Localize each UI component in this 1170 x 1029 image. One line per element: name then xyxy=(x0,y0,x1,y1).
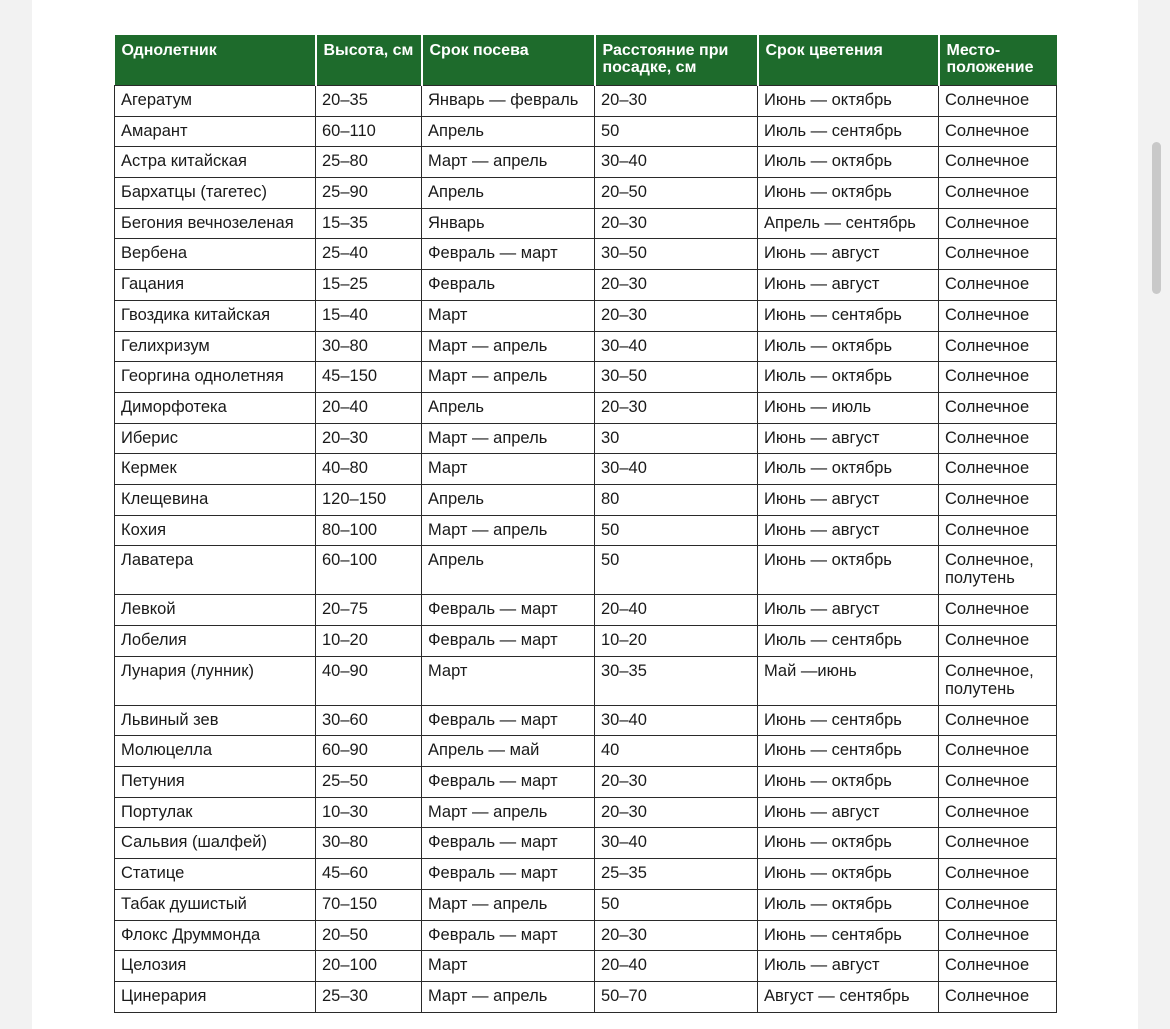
height-cell: 15–35 xyxy=(316,208,422,239)
location-cell: Солнечное xyxy=(939,270,1057,301)
height-cell: 60–110 xyxy=(316,116,422,147)
table-row xyxy=(115,270,1057,301)
location-cell: Солнечное xyxy=(939,147,1057,178)
table-row xyxy=(115,920,1057,951)
location-cell: Солнечное xyxy=(939,208,1057,239)
sowing-cell: Март xyxy=(422,951,595,982)
table-row xyxy=(115,705,1057,736)
distance-cell: 20–30 xyxy=(595,797,758,828)
plant-cell: Табак душистый xyxy=(115,889,316,920)
location-cell: Солнечное xyxy=(939,331,1057,362)
location-cell: Солнечное xyxy=(939,392,1057,423)
flowering-cell: Июнь — октябрь xyxy=(758,178,939,209)
scrollbar-thumb[interactable] xyxy=(1152,142,1161,294)
plant-cell: Лаватера xyxy=(115,546,316,595)
location-cell: Солнечное xyxy=(939,797,1057,828)
distance-cell: 20–50 xyxy=(595,178,758,209)
distance-cell: 20–30 xyxy=(595,208,758,239)
flowering-cell: Июнь — август xyxy=(758,270,939,301)
height-cell: 45–150 xyxy=(316,362,422,393)
sowing-cell: Апрель xyxy=(422,392,595,423)
table-row xyxy=(115,239,1057,270)
plant-cell: Гацания xyxy=(115,270,316,301)
distance-cell: 30–35 xyxy=(595,656,758,705)
location-cell: Солнечное xyxy=(939,86,1057,117)
flowering-cell: Июль — октябрь xyxy=(758,362,939,393)
sowing-cell: Март — апрель xyxy=(422,889,595,920)
sowing-cell: Февраль — март xyxy=(422,859,595,890)
distance-cell: 20–30 xyxy=(595,300,758,331)
sowing-cell: Январь xyxy=(422,208,595,239)
flowering-cell: Июнь — октябрь xyxy=(758,767,939,798)
distance-cell: 50 xyxy=(595,116,758,147)
plant-cell: Бегония вечнозеленая xyxy=(115,208,316,239)
height-cell: 70–150 xyxy=(316,889,422,920)
distance-cell: 50 xyxy=(595,546,758,595)
table-row xyxy=(115,595,1057,626)
flowering-cell: Июнь — сентябрь xyxy=(758,705,939,736)
location-cell: Солнечное xyxy=(939,239,1057,270)
location-cell: Солнечное xyxy=(939,595,1057,626)
plant-cell: Петуния xyxy=(115,767,316,798)
height-cell: 15–40 xyxy=(316,300,422,331)
distance-cell: 40 xyxy=(595,736,758,767)
table-row xyxy=(115,736,1057,767)
sowing-cell: Февраль xyxy=(422,270,595,301)
sowing-cell: Апрель — май xyxy=(422,736,595,767)
flowering-cell: Июнь — октябрь xyxy=(758,86,939,117)
distance-cell: 30–50 xyxy=(595,239,758,270)
flowering-cell: Апрель — сентябрь xyxy=(758,208,939,239)
height-cell: 20–75 xyxy=(316,595,422,626)
flowering-cell: Июль — август xyxy=(758,951,939,982)
table-row xyxy=(115,828,1057,859)
distance-cell: 20–40 xyxy=(595,951,758,982)
sowing-cell: Февраль — март xyxy=(422,705,595,736)
header-plant: Однолетник xyxy=(115,35,316,86)
location-cell: Солнечное xyxy=(939,705,1057,736)
sowing-cell: Март — апрель xyxy=(422,362,595,393)
plant-cell: Иберис xyxy=(115,423,316,454)
sowing-cell: Апрель xyxy=(422,178,595,209)
distance-cell: 30–40 xyxy=(595,705,758,736)
plant-cell: Диморфотека xyxy=(115,392,316,423)
distance-cell: 30–40 xyxy=(595,147,758,178)
distance-cell: 80 xyxy=(595,484,758,515)
location-cell: Солнечное xyxy=(939,423,1057,454)
distance-cell: 30–40 xyxy=(595,331,758,362)
location-cell: Солнечное xyxy=(939,178,1057,209)
table-body xyxy=(115,86,1057,1013)
flowering-cell: Июнь — август xyxy=(758,239,939,270)
height-cell: 45–60 xyxy=(316,859,422,890)
flowering-cell: Июль — октябрь xyxy=(758,147,939,178)
location-cell: Солнечное xyxy=(939,515,1057,546)
table-row xyxy=(115,86,1057,117)
plant-cell: Львиный зев xyxy=(115,705,316,736)
table-row xyxy=(115,208,1057,239)
flowering-cell: Июнь — сентябрь xyxy=(758,300,939,331)
flowering-cell: Май —июнь xyxy=(758,656,939,705)
flowering-cell: Июнь — август xyxy=(758,484,939,515)
table-row xyxy=(115,454,1057,485)
distance-cell: 50–70 xyxy=(595,981,758,1012)
height-cell: 25–30 xyxy=(316,981,422,1012)
plant-cell: Георгина однолетняя xyxy=(115,362,316,393)
sowing-cell: Февраль — март xyxy=(422,595,595,626)
location-cell: Солнечное xyxy=(939,736,1057,767)
distance-cell: 30–50 xyxy=(595,362,758,393)
sowing-cell: Март — апрель xyxy=(422,797,595,828)
height-cell: 60–100 xyxy=(316,546,422,595)
table-row xyxy=(115,546,1057,595)
flowering-cell: Июнь — июль xyxy=(758,392,939,423)
height-cell: 40–80 xyxy=(316,454,422,485)
location-cell: Солнечное xyxy=(939,300,1057,331)
location-cell: Солнечное xyxy=(939,828,1057,859)
plant-cell: Кермек xyxy=(115,454,316,485)
plant-cell: Амарант xyxy=(115,116,316,147)
flowering-cell: Июль — октябрь xyxy=(758,889,939,920)
table-row xyxy=(115,178,1057,209)
height-cell: 60–90 xyxy=(316,736,422,767)
sowing-cell: Март xyxy=(422,300,595,331)
sowing-cell: Март — апрель xyxy=(422,331,595,362)
distance-cell: 25–35 xyxy=(595,859,758,890)
plant-cell: Агератум xyxy=(115,86,316,117)
sowing-cell: Февраль — март xyxy=(422,828,595,859)
location-cell: Солнечное xyxy=(939,626,1057,657)
sowing-cell: Февраль — март xyxy=(422,920,595,951)
flowering-cell: Июнь — октябрь xyxy=(758,859,939,890)
plant-cell: Левкой xyxy=(115,595,316,626)
flowering-cell: Июль — сентябрь xyxy=(758,116,939,147)
flowering-cell: Август — сентябрь xyxy=(758,981,939,1012)
location-cell: Солнечное xyxy=(939,981,1057,1012)
flowering-cell: Июль — август xyxy=(758,595,939,626)
header-sowing-time: Срок посева xyxy=(422,35,595,86)
header-flowering-time: Срок цветения xyxy=(758,35,939,86)
table-header-row xyxy=(115,35,1057,86)
height-cell: 25–80 xyxy=(316,147,422,178)
distance-cell: 50 xyxy=(595,889,758,920)
sowing-cell: Март — апрель xyxy=(422,147,595,178)
table-row xyxy=(115,515,1057,546)
height-cell: 10–20 xyxy=(316,626,422,657)
height-cell: 10–30 xyxy=(316,797,422,828)
table-row xyxy=(115,859,1057,890)
table-row xyxy=(115,889,1057,920)
table-row xyxy=(115,147,1057,178)
flowering-cell: Июнь — август xyxy=(758,515,939,546)
table-row xyxy=(115,423,1057,454)
table-row xyxy=(115,116,1057,147)
location-cell: Солнечное xyxy=(939,859,1057,890)
height-cell: 30–80 xyxy=(316,828,422,859)
plant-cell: Гвоздика китайская xyxy=(115,300,316,331)
table-row xyxy=(115,392,1057,423)
location-cell: Солнечное xyxy=(939,920,1057,951)
location-cell: Солнечное xyxy=(939,116,1057,147)
distance-cell: 20–30 xyxy=(595,392,758,423)
sowing-cell: Март — апрель xyxy=(422,423,595,454)
sowing-cell: Март xyxy=(422,454,595,485)
height-cell: 25–40 xyxy=(316,239,422,270)
flowering-cell: Июнь — сентябрь xyxy=(758,920,939,951)
sowing-cell: Февраль — март xyxy=(422,626,595,657)
distance-cell: 20–40 xyxy=(595,595,758,626)
plant-cell: Гелихризум xyxy=(115,331,316,362)
table-row xyxy=(115,797,1057,828)
plant-cell: Флокс Друммонда xyxy=(115,920,316,951)
height-cell: 120–150 xyxy=(316,484,422,515)
table-row xyxy=(115,626,1057,657)
height-cell: 20–100 xyxy=(316,951,422,982)
distance-cell: 10–20 xyxy=(595,626,758,657)
flowering-cell: Июль — октябрь xyxy=(758,331,939,362)
table-row xyxy=(115,951,1057,982)
flowering-cell: Июнь — октябрь xyxy=(758,828,939,859)
height-cell: 20–40 xyxy=(316,392,422,423)
distance-cell: 20–30 xyxy=(595,767,758,798)
flowering-cell: Июль — сентябрь xyxy=(758,626,939,657)
distance-cell: 20–30 xyxy=(595,920,758,951)
table-row xyxy=(115,300,1057,331)
distance-cell: 30–40 xyxy=(595,454,758,485)
table-row xyxy=(115,767,1057,798)
header-planting-distance: Расстояние при посадке, см xyxy=(595,35,758,86)
table-row xyxy=(115,656,1057,705)
flowering-cell: Июнь — сентябрь xyxy=(758,736,939,767)
height-cell: 20–35 xyxy=(316,86,422,117)
annuals-table xyxy=(114,35,1057,1013)
document-page xyxy=(32,0,1138,1029)
distance-cell: 20–30 xyxy=(595,86,758,117)
plant-cell: Цинерария xyxy=(115,981,316,1012)
location-cell: Солнечное xyxy=(939,767,1057,798)
sowing-cell: Март xyxy=(422,656,595,705)
plant-cell: Молюцелла xyxy=(115,736,316,767)
plant-cell: Портулак xyxy=(115,797,316,828)
plant-cell: Сальвия (шалфей) xyxy=(115,828,316,859)
plant-cell: Кохия xyxy=(115,515,316,546)
sowing-cell: Март — апрель xyxy=(422,515,595,546)
height-cell: 20–30 xyxy=(316,423,422,454)
header-location: Место-положение xyxy=(939,35,1057,86)
height-cell: 30–80 xyxy=(316,331,422,362)
height-cell: 25–50 xyxy=(316,767,422,798)
sowing-cell: Февраль — март xyxy=(422,239,595,270)
height-cell: 40–90 xyxy=(316,656,422,705)
plant-cell: Статице xyxy=(115,859,316,890)
plant-cell: Вербена xyxy=(115,239,316,270)
flowering-cell: Июль — октябрь xyxy=(758,454,939,485)
plant-cell: Астра китайская xyxy=(115,147,316,178)
header-height: Высота, см xyxy=(316,35,422,86)
sowing-cell: Апрель xyxy=(422,484,595,515)
plant-cell: Лунария (лунник) xyxy=(115,656,316,705)
plant-cell: Целозия xyxy=(115,951,316,982)
location-cell: Солнечное, полутень xyxy=(939,546,1057,595)
distance-cell: 50 xyxy=(595,515,758,546)
sowing-cell: Апрель xyxy=(422,546,595,595)
plant-cell: Клещевина xyxy=(115,484,316,515)
location-cell: Солнечное xyxy=(939,454,1057,485)
plant-cell: Бархатцы (тагетес) xyxy=(115,178,316,209)
sowing-cell: Январь — февраль xyxy=(422,86,595,117)
height-cell: 15–25 xyxy=(316,270,422,301)
table-row xyxy=(115,331,1057,362)
location-cell: Солнечное xyxy=(939,484,1057,515)
distance-cell: 30 xyxy=(595,423,758,454)
sowing-cell: Февраль — март xyxy=(422,767,595,798)
sowing-cell: Март — апрель xyxy=(422,981,595,1012)
height-cell: 80–100 xyxy=(316,515,422,546)
table-row xyxy=(115,981,1057,1012)
sowing-cell: Апрель xyxy=(422,116,595,147)
height-cell: 20–50 xyxy=(316,920,422,951)
location-cell: Солнечное, полутень xyxy=(939,656,1057,705)
table-row xyxy=(115,362,1057,393)
location-cell: Солнечное xyxy=(939,889,1057,920)
flowering-cell: Июнь — август xyxy=(758,797,939,828)
plant-cell: Лобелия xyxy=(115,626,316,657)
location-cell: Солнечное xyxy=(939,951,1057,982)
height-cell: 25–90 xyxy=(316,178,422,209)
distance-cell: 30–40 xyxy=(595,828,758,859)
flowering-cell: Июнь — октябрь xyxy=(758,546,939,595)
table-row xyxy=(115,484,1057,515)
flowering-cell: Июнь — август xyxy=(758,423,939,454)
distance-cell: 20–30 xyxy=(595,270,758,301)
location-cell: Солнечное xyxy=(939,362,1057,393)
height-cell: 30–60 xyxy=(316,705,422,736)
